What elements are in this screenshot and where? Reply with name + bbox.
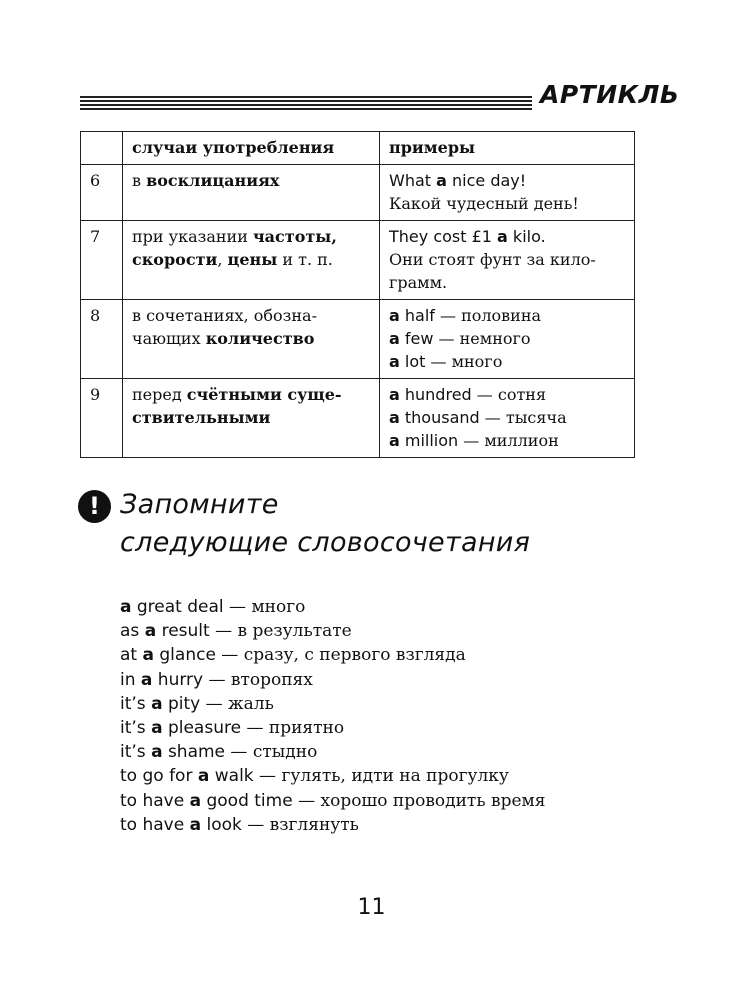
article: a <box>389 408 400 427</box>
section-title: АРТИКЛЬ <box>540 80 680 109</box>
russian-text: — сотня <box>471 385 547 404</box>
row-number: 7 <box>81 221 123 300</box>
russian-text: — половина <box>434 306 542 325</box>
russian-text: — немного <box>433 329 531 348</box>
page-number: 11 <box>357 895 386 920</box>
row-number: 6 <box>81 165 123 221</box>
phrase-prefix: to have <box>120 814 190 835</box>
phrase-noun: hurry <box>152 669 204 690</box>
phrase-translation: — гулять, идти на прогулку <box>253 766 509 787</box>
phrase-item <box>120 595 545 619</box>
phrase-noun: shame <box>162 742 226 763</box>
example-line <box>389 383 625 406</box>
example-line <box>389 429 625 452</box>
article: a <box>389 352 400 371</box>
header-examples: примеры <box>380 132 635 165</box>
phrase-translation: — сразу, с первого взгляда <box>215 645 466 666</box>
phrase-translation: — много <box>223 597 306 617</box>
phrase-noun: result <box>156 621 210 642</box>
article: a <box>151 742 163 763</box>
table-body <box>81 165 635 458</box>
table-header-row <box>81 132 635 165</box>
phrase-list <box>120 595 545 837</box>
russian-text: — тысяча <box>479 408 567 427</box>
exclamation-icon: ! <box>78 490 111 523</box>
english-text: They cost £1 <box>389 227 498 246</box>
english-text: nice day! <box>446 171 527 190</box>
phrase-item <box>120 813 545 837</box>
article: a <box>189 790 202 811</box>
usage-case <box>123 300 380 379</box>
table-row <box>81 300 635 379</box>
case-text: и т. п. <box>277 250 333 269</box>
bold-term: восклицаниях <box>146 171 280 190</box>
usage-case <box>123 221 380 300</box>
phrase-noun: look <box>201 814 242 835</box>
example-line <box>389 327 625 350</box>
phrase-translation: — хорошо проводить время <box>292 790 546 811</box>
example-line <box>389 248 625 271</box>
article: a <box>151 718 163 739</box>
examples-cell <box>380 221 635 300</box>
case-text: при указании <box>132 227 253 246</box>
english-text: half <box>399 306 435 325</box>
row-number: 8 <box>81 300 123 379</box>
case-text: перед <box>132 385 187 404</box>
table-row <box>81 165 635 221</box>
phrase-prefix: to go for <box>120 766 198 787</box>
article: a <box>189 814 202 835</box>
english-text: million <box>399 431 459 450</box>
phrase-noun: good time <box>201 790 293 811</box>
article: a <box>389 329 400 348</box>
phrase-noun: pleasure <box>162 718 242 739</box>
examples-cell <box>380 300 635 379</box>
phrase-item <box>120 619 545 643</box>
phrase-noun: pity <box>162 693 201 714</box>
example-line <box>389 169 625 192</box>
bold-term: скорости <box>132 250 218 269</box>
example-line <box>389 225 625 248</box>
phrase-prefix: in <box>120 669 141 690</box>
russian-text: — миллион <box>458 431 559 450</box>
remember-title-line1: Запомните <box>120 489 279 520</box>
header-number <box>81 132 123 165</box>
english-text: thousand <box>399 408 480 427</box>
examples-cell <box>380 165 635 221</box>
phrase-prefix: to have <box>120 790 190 811</box>
phrase-prefix: as <box>120 621 145 642</box>
phrase-prefix: it’s <box>120 742 152 763</box>
article: a <box>389 385 400 404</box>
usage-case <box>123 165 380 221</box>
article: a <box>142 645 154 666</box>
usage-case <box>123 379 380 458</box>
english-text: kilo. <box>507 227 546 246</box>
article: a <box>120 597 132 617</box>
case-text: в <box>132 171 147 190</box>
english-text: What <box>389 171 437 190</box>
article: a <box>197 766 210 787</box>
phrase-prefix: it’s <box>120 693 152 714</box>
bold-term: цены <box>227 250 278 269</box>
article: a <box>144 621 157 642</box>
phrase-noun: great deal <box>131 597 224 617</box>
russian-text: Какой чудесный день! <box>389 194 579 213</box>
phrase-translation: — второпях <box>203 669 313 690</box>
examples-cell <box>380 379 635 458</box>
phrase-translation: — приятно <box>241 718 345 739</box>
phrase-noun: walk <box>209 766 254 787</box>
example-line <box>389 192 625 215</box>
table-row <box>81 221 635 300</box>
article: a <box>497 227 508 246</box>
phrase-item <box>120 692 545 716</box>
phrase-translation: — в результате <box>209 621 352 642</box>
phrase-item <box>120 789 545 813</box>
russian-text: грамм. <box>389 273 448 292</box>
example-line <box>389 350 625 373</box>
header-cases: случаи употребления <box>123 132 380 165</box>
article: a <box>389 306 400 325</box>
row-number: 9 <box>81 379 123 458</box>
phrase-translation: — стыдно <box>225 742 318 763</box>
phrase-item <box>120 643 545 667</box>
table-row <box>81 379 635 458</box>
english-text: hundred <box>399 385 472 404</box>
article: a <box>151 693 163 714</box>
article: a <box>436 171 447 190</box>
bold-term: ствительными <box>132 408 271 427</box>
phrase-prefix: at <box>120 645 143 666</box>
case-text: , <box>217 250 228 269</box>
usage-table <box>80 131 635 458</box>
phrase-prefix: it’s <box>120 718 152 739</box>
remember-title-line2: следующие словосочетания <box>120 527 531 558</box>
header-rule <box>80 96 532 112</box>
bold-term: счётными суще- <box>186 385 342 404</box>
case-text: чающих <box>132 329 206 348</box>
russian-text: — много <box>425 352 503 371</box>
bold-term: частоты, <box>252 227 337 246</box>
phrase-noun: glance <box>153 645 216 666</box>
phrase-item <box>120 740 545 764</box>
remember-title <box>120 486 540 562</box>
bold-term: количество <box>205 329 315 348</box>
russian-text: Они стоят фунт за кило- <box>389 250 596 269</box>
english-text: few <box>399 329 434 348</box>
phrase-item <box>120 764 545 788</box>
phrase-translation: — взглянуть <box>241 814 359 835</box>
article: a <box>140 669 153 690</box>
example-line <box>389 304 625 327</box>
phrase-item <box>120 668 545 692</box>
case-text: в сочетаниях, обозна- <box>132 306 317 325</box>
phrase-translation: — жаль <box>200 693 274 714</box>
english-text: lot <box>399 352 426 371</box>
example-line <box>389 406 625 429</box>
article: a <box>389 431 400 450</box>
example-line <box>389 271 625 294</box>
phrase-item <box>120 716 545 740</box>
